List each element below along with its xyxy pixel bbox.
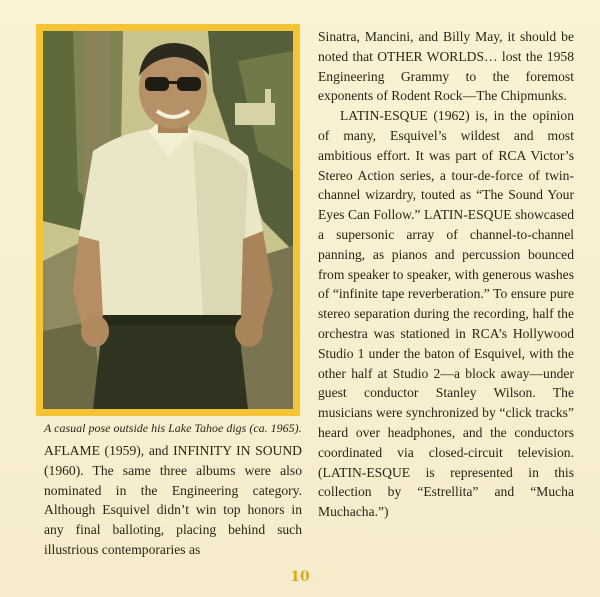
photo-frame (36, 24, 300, 416)
right-paragraph-2: LATIN-ESQUE (1962) is, in the opinion of many, Esquivel’s wildest and most ambitious effort. It was part of RCA Victor’s Stereo Action series, a tour-de-force of twin-channel wizardry, touted as “The Sound Your Eyes Can Follow.” LATIN-ESQUE showcased a supersonic array of channel-to-channel panning, as pianos and percussion bounced from speaker to speaker, with generous washes of “infinite tape reverberation.” To ensure pure stereo separation during the recording, half the orchestra was stationed in RCA’s Hollywood Studio 1 under the baton of Esquivel, with the other half at Studio 2—a block away—under guest conductor Stanley Wilson. The musicians were synchronized by “click tracks” heard over headphones, and the conductors coordinated via closed-circuit television. (LATIN-ESQUE is represented in this collection by “Estrellita” and “Mucha Muchacha.”) (318, 108, 574, 520)
left-column-text (44, 441, 302, 560)
right-column-text (318, 27, 574, 522)
page-number: 10 (290, 569, 310, 585)
photo-illustration (43, 31, 293, 409)
photo-man-in-sunglasses (43, 31, 293, 409)
photo-caption: A casual pose outside his Lake Tahoe digs (ca. 1965). (44, 421, 302, 435)
left-paragraph-1: AFLAME (1959), and INFINITY IN SOUND (1960). The same three albums were also nominated in the Engineering category. Although Esquivel didn’t win top honors in any final balloting, placing behind such illustrious contemporaries as (44, 443, 302, 557)
right-paragraph-1: Sinatra, Mancini, and Billy May, it should be noted that OTHER WORLDS… lost the 1958 Engineering Grammy to the foremost exponents of Rodent Rock—The Chipmunks. (318, 29, 574, 104)
